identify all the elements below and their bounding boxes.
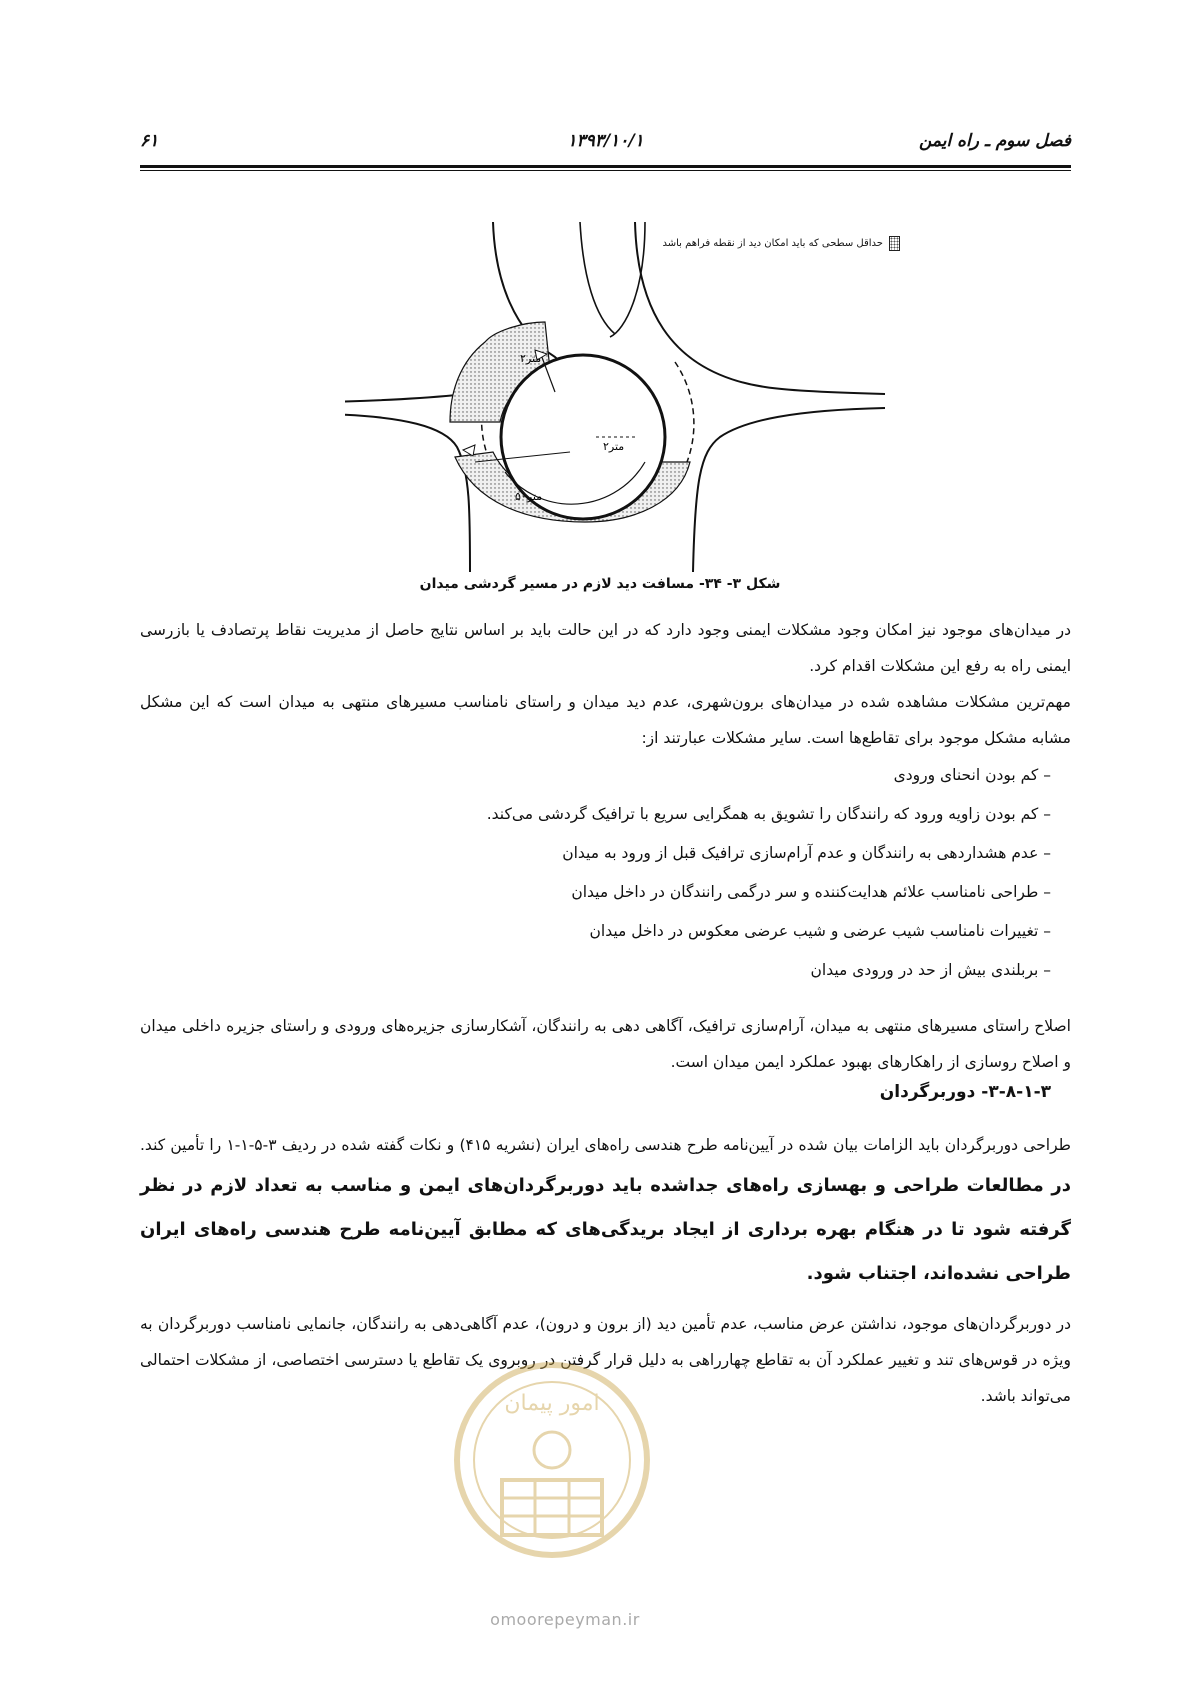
paragraph-existing-roundabouts: در میدان‌های موجود نیز امکان وجود مشکلات ایمنی وجود دارد که در این حالت باید بر اساس نتایج حاصل از مدیریت نقاط پرتصادف یا بازرسی ایمنی راه به رفع این مشکلات اقدام کرد.	[140, 621, 1071, 675]
paragraph-uturn-design	[140, 1126, 1071, 1296]
paragraph-solutions: اصلاح راستای مسیرهای منتهی به میدان، آرام‌سازی ترافیک، آگاهی دهی به رانندگان، آشکارسازی جزیره‌های ورودی و راستای جزیره داخلی میدان و اصلاح روسازی از راهکارهای بهبود عملکرد ایمن میدان است.	[140, 1017, 1071, 1071]
header-date: ۱۳۹۳/۱۰/۱	[567, 131, 644, 151]
problems-list	[251, 756, 1051, 990]
road-edge-top-right	[580, 222, 615, 334]
uturn-design-emphasis: در مطالعات طراحی و بهسازی راه‌های جداشده باید دوربرگردان‌های ایمن و مناسب به تعداد لازم در نظر گرفته شود تا در هنگام بهره برداری از ایجاد بریدگی‌های که مطابق آیین‌نامه طرح هندسی راه‌های ایران طراحی نشده‌اند، اجتناب شود.	[140, 1175, 1071, 1284]
sight-point-marker-lower	[463, 445, 475, 456]
watermark-url: omoorepeyman.ir	[490, 1610, 640, 1629]
roundabout-sight-distance-figure	[345, 222, 905, 572]
legend-text: حداقل سطحی که باید امکان دید از نقطه فراهم باشد	[662, 238, 883, 249]
page-number: ۶۱	[140, 131, 159, 151]
chapter-title: فصل سوم ـ راه ایمن	[918, 131, 1071, 151]
list-item: – طراحی نامناسب علائم هدایت‌کننده و سر درگمی رانندگان در داخل میدان	[571, 883, 1051, 901]
list-item: – کم بودن زاویه ورود که رانندگان را تشویق به همگرایی سریع با ترافیک گردشی می‌کند.	[486, 805, 1051, 823]
paragraph-uturn-problems: در دوربرگردان‌های موجود، نداشتن عرض مناسب، عدم تأمین دید (از برون و درون)، عدم آگاهی‌دهی به رانندگان، جانمایی نامناسب دوربرگردان به ویژه در قوس‌های تند و تغییر عملکرد آن به تقاطع چهارراهی به دلیل قرار گرفتن در روبروی یک تقاطع یا دسترسی اختصاصی، از مشکلات احتمالی می‌تواند باشد.	[140, 1315, 1071, 1405]
list-item: – عدم هشداردهی به رانندگان و عدم آرام‌سازی ترافیک قبل از ورود به میدان	[562, 844, 1051, 862]
section-heading: ۳-۸-۱-۳- دوربرگردان	[879, 1082, 1051, 1102]
list-item: – بربلندی بیش از حد در ورودی میدان	[810, 961, 1051, 979]
figure-caption: شکل ۳- ۳۴- مسافت دید لازم در مسیر گردشی میدان	[419, 576, 781, 592]
label-2m-upper: ۲متر	[520, 352, 542, 365]
page-header	[140, 127, 1071, 157]
header-rule-thick	[140, 165, 1071, 168]
label-2m-right: ۲متر	[603, 440, 625, 453]
road-edge-left-lower	[345, 414, 470, 572]
watermark-seal-icon	[447, 1340, 657, 1580]
road-edge-top-right-2	[610, 222, 645, 337]
paragraph-main-problems: مهم‌ترین مشکلات مشاهده شده در میدان‌های برون‌شهری، عدم دید میدان و راستای نامناسب مسیرهای منتهی به میدان است که این مشکل مشابه مشکل موجود برای تقاطع‌ها است. سایر مشکلات عبارتند از:	[140, 693, 1071, 747]
svg-text:امور پیمان: امور پیمان	[504, 1391, 600, 1416]
list-item: – کم بودن انحنای ورودی	[893, 766, 1051, 784]
header-rule-thin	[140, 170, 1071, 171]
road-edge-right-lower	[693, 408, 885, 572]
road-edge-right-upper	[635, 222, 885, 394]
label-50m: ۵۰متر	[515, 490, 543, 503]
outer-ring-right	[675, 362, 694, 467]
uturn-design-text: طراحی دوربرگردان باید الزامات بیان شده در آیین‌نامه طرح هندسی راه‌های ایران (نشریه ۴۱۵) و نکات گفته شده در ردیف ۳-۵-۱-۱ را تأمین کند.	[140, 1136, 1071, 1154]
list-item: – تغییرات نامناسب شیب عرضی و شیب عرضی معکوس در داخل میدان	[589, 922, 1051, 940]
